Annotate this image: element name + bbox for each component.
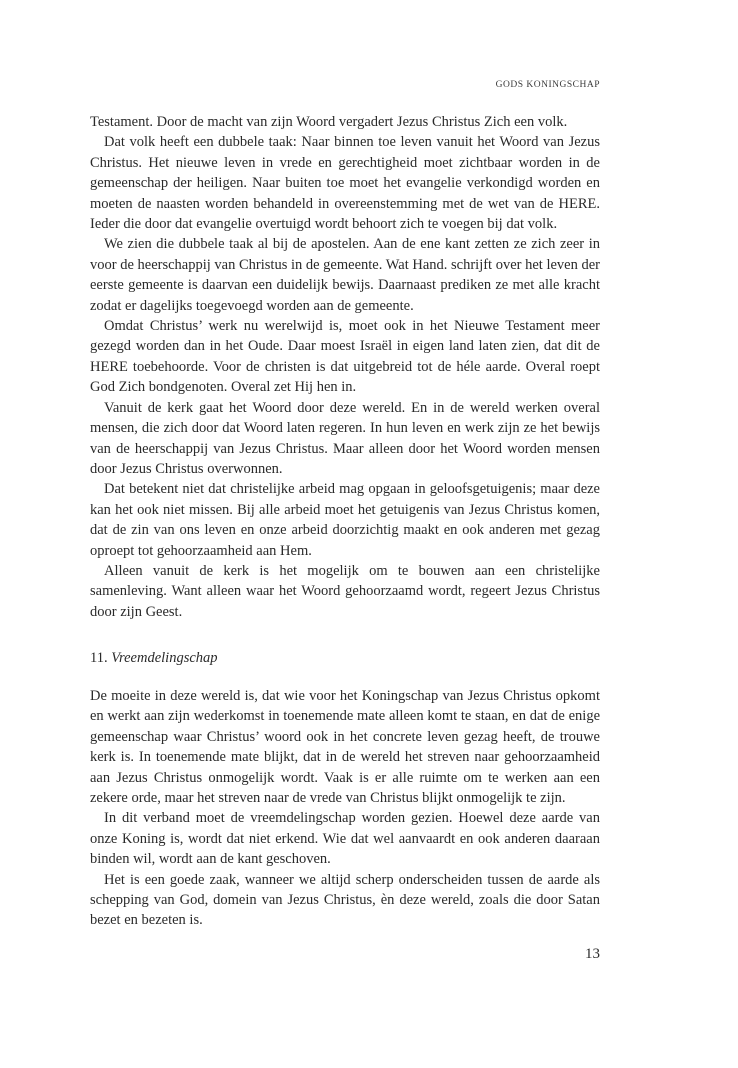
page-number: 13 [585,946,600,962]
paragraph: Het is een goede zaak, wanneer we altijd scherp onderscheiden tussen de aarde als schepping van God, domein van Jezus Christus, èn deze wereld, zoals die door Satan bezet en bezeten is. [90,871,600,929]
section-number: 11. [90,650,108,666]
paragraph: De moeite in deze wereld is, dat wie voor het Koningschap van Jezus Christus opkomt en werkt aan zijn wederkomst in toenemende mate alleen komt te staan, en dat de enige gemeenschap waar Christus’ woord ook in het concrete leven gezag heeft, de trouwe kerk is. In toenemende mate blijkt, dat in de wereld het streven naar gehoorzaamheid aan Jezus Christus onmogelijk wordt. Vaak is er alle ruimte om te werken aan een zekere orde, maar het streven naar de vrede van Christus blijkt onmogelijk te zijn. [90,688,600,807]
section-heading [90,648,600,668]
running-head: GODS KONINGSCHAP [495,80,600,90]
paragraph: Testament. Door de macht van zijn Woord vergadert Jezus Christus Zich een volk. [90,114,568,130]
paragraph: Alleen vanuit de kerk is het mogelijk om te bouwen aan een christelijke samenleving. Want alleen waar het Woord gehoorzaamd wordt, regeert Jezus Christus door zijn Geest. [90,562,600,620]
paragraph: We zien die dubbele taak al bij de apostelen. Aan de ene kant zetten ze zich zeer in voor de heerschappij van Christus in de gemeente. Wat Hand. schrijft over het leven der eerste gemeente is daarvan een duidelijk bewijs. Daarnaast prediken ze met alle kracht zodat er dagelijks toegevoegd worden aan de gemeente. [90,236,600,314]
section-one-text [90,112,600,622]
paragraph: Omdat Christus’ werk nu werelwijd is, moet ook in het Nieuwe Testament meer gezegd worden dan in het Oude. Daar moest Israël in eigen land laten zien, dat dit de HERE toebehoorde. Voor de christen is dat uitgebreid tot de héle aarde. Overal roept God Zich bondgenoten. Overal zet Hij hen in. [90,318,600,396]
paragraph: Dat betekent niet dat christelijke arbeid mag opgaan in geloofsgetuigenis; maar deze kan het ook niet missen. Bij alle arbeid moet het getuigenis van Jezus Christus komen, dat de zin van ons leven en onze arbeid doorzichtig maakt en ook anderen met gezag oproept tot gehoorzaamheid aan Hem. [90,481,600,559]
paragraph: Dat volk heeft een dubbele taak: Naar binnen toe leven vanuit het Woord van Jezus Christus. Het nieuwe leven in vrede en gerechtigheid moet zichtbaar worden in de gemeenschap der heiligen. Naar buiten toe moet het evangelie verkondigd worden en moeten de naasten worden behandeld in overeenstemming met de wet van de HERE. Ieder die door dat evangelie overtuigd wordt behoort zich te voegen bij dat volk. [90,134,600,233]
paragraph: In dit verband moet de vreemdelingschap worden gezien. Hoewel deze aarde van onze Koning is, wordt dat niet erkend. Wie dat wel aanvaardt en ook anderen daaraan binden wil, wordt aan de kant geschoven. [90,810,600,868]
paragraph: Vanuit de kerk gaat het Woord door deze wereld. En in de wereld werken overal mensen, die zich door dat Woord laten regeren. In hun leven en werk zijn ze het bewijs van de heerschappij van Jezus Christus. Maar alleen door het Woord worden mensen door Jezus Christus overwonnen. [90,399,600,477]
section-two-text [90,686,600,931]
section-title: Vreemdelingschap [111,650,218,666]
